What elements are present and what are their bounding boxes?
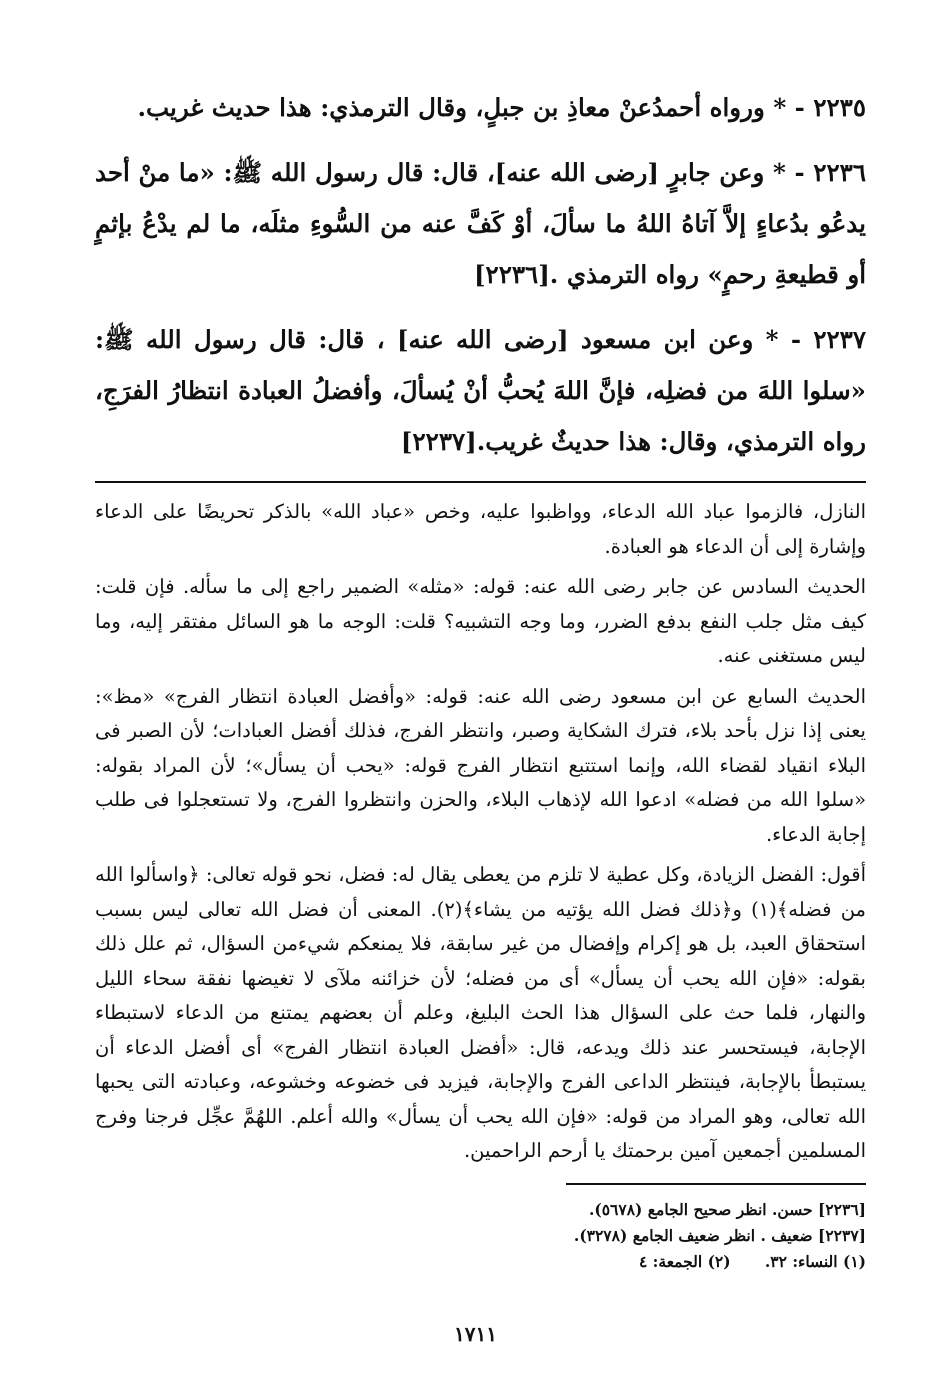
hadith-2237: ٢٢٣٧ - * وعن ابن مسعود [رضى الله عنه] ، قال: قال رسول الله ﷺ: «سلوا اللهَ من فضلِه، فإنَّ اللهَ يُحبُّ أنْ يُسألَ، وأفضلُ العبادة انتظارُ الفرَجِ، رواه الترمذي، وقال: هذا حديثٌ غريب.[٢٢٣٧] [95, 325, 866, 456]
footnote-ref-2236: [٢٢٣٦] حسن. انظر صحيح الجامع (٥٦٧٨). [588, 1199, 866, 1219]
page-number: ١٧١١ [454, 1322, 497, 1346]
footnote-divider [566, 1183, 866, 1185]
commentary-paragraph: الحديث السابع عن ابن مسعود رضى الله عنه: قوله: «وأفضل العبادة انتظار الفرج» «مظ»: يعنى إذا نزل بأحد بلاء، فترك الشكاية وصبر، وانتظر الفرج، فذلك أفضل العبادات؛ لأن الصبر فى البلاء انقياد لقضاء الله، وإنما استتبع انتظار الفرج قوله: «يحب أن يسأل»؛ لأن المراد بقوله: «سلوا الله من فضله» ادعوا الله لإذهاب البلاء، والحزن وانتظروا الفرج، ولا تستعجلوا فى طلب إجابة الدعاء. [95, 684, 866, 846]
footnote-quran-refs [566, 1249, 866, 1275]
footnote-ref-2237: [٢٢٣٧] ضعيف . انظر ضعيف الجامع (٣٢٧٨). [573, 1225, 866, 1245]
commentary-section [95, 495, 866, 1169]
footnotes [566, 1197, 866, 1275]
commentary-paragraph: النازل، فالزموا عباد الله الدعاء، وواظبوا عليه، وخص «عباد الله» بالذكر تحريضًا على الدعاء وإشارة إلى أن الدعاء هو العبادة. [95, 500, 866, 558]
commentary-paragraph: الحديث السادس عن جابر رضى الله عنه: قوله: «مثله» الضمير راجع إلى ما سأله. فإن قلت: كيف مثل جلب النفع بدفع الضرر، وما وجه التشبيه؟ قلت: الوجه ما هو السائل مفتقر إليه، وما ليس مستغنى عنه. [95, 575, 866, 667]
section-divider [95, 481, 866, 483]
hadith-section [95, 82, 866, 467]
footnotes-block [566, 1183, 866, 1275]
footnote-1: (١) النساء: ٣٢. [764, 1251, 866, 1271]
footnote-2: (٢) الجمعة: ٤ [638, 1251, 731, 1271]
commentary-paragraph: أقول: الفضل الزيادة، وكل عطية لا تلزم من يعطى يقال له: فضل، نحو قوله تعالى: ﴿واسألوا الله من فضله﴾(١) و﴿ذلك فضل الله يؤتيه من يشاء﴾(٢). المعنى أن فضل الله تعالى ليس بسبب استحقاق العبد، بل هو إكرام وإفضال من غير سابقة، فلا يمنعكم شيءمن السؤال، ثم علل ذلك بقوله: «فإن الله يحب أن يسأل» أى من فضله؛ لأن خزائنه ملآى لا تغيضها نفقة سحاء الليل والنهار، فلما حث على السؤال هذا الحث البليغ، وعلم أن بعضهم يمتنع من الدعاء لاستبطاء الإجابة، فيستحسر عند ذلك ويدعه، قال: «أفضل العبادة انتظار الفرج» أى أفضل الدعاء أن يستبطأ بالإجابة، فينتظر الداعى الفرج والإجابة، فيزيد فى خضوعه وخشوعه، وعبادته التى يحبها الله تعالى، وهو المراد من قوله: «فإن الله يحب أن يسأل» والله أعلم. اللهُمَّ عجِّل فرجنا وفرج المسلمين أجمعين آمين برحمتك يا أرحم الراحمين. [95, 863, 866, 1162]
hadith-2235: ٢٢٣٥ - * ورواه أحمدُعنْ معاذِ بن جبلٍ، وقال الترمذي: هذا حديث غريب. [137, 93, 866, 122]
hadith-2236: ٢٢٣٦ - * وعن جابرٍ [رضى الله عنه]، قال: قال رسول الله ﷺ: «ما منْ أحد يدعُو بدُعاءٍ إلاَّ آتاهُ اللهُ ما سألَ، أوْ كَفَّ عنه من السُّوءِ مثلَه، ما لم يدْعُ بإثمٍ أو قطيعةِ رحمٍ» رواه الترمذي .[٢٢٣٦] [95, 158, 866, 289]
